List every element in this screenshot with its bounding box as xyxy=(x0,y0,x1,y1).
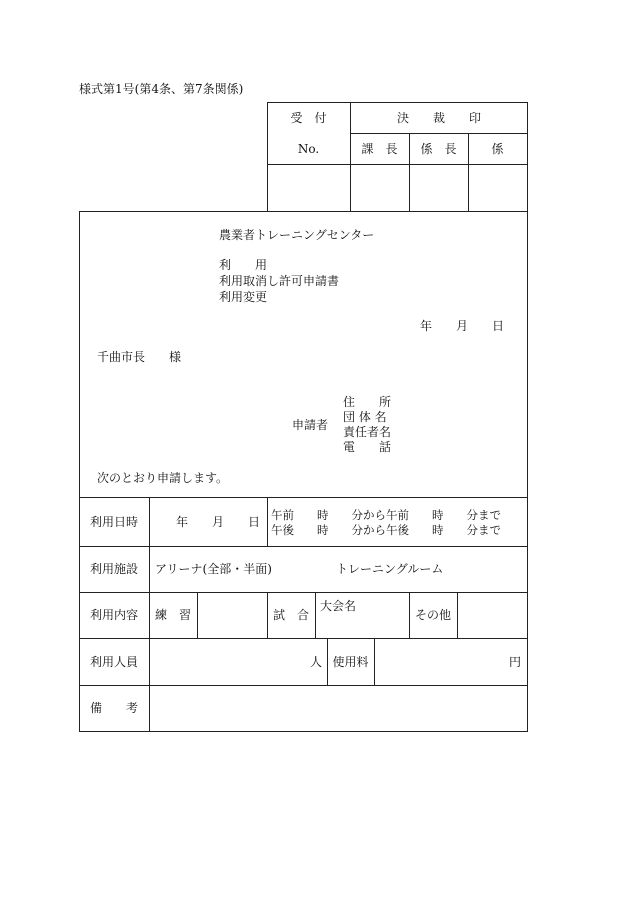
facility-training-room: トレーニングルーム xyxy=(336,562,444,576)
label-usage-datetime: 利用日時 xyxy=(89,515,138,529)
kacho-label: 課 長 xyxy=(361,142,398,156)
form-number: 様式第1号(第4条、第7条関係) xyxy=(79,82,244,96)
title-line-2: 利用取消し許可申請書 xyxy=(219,274,340,288)
usage-time-pm: 午後 時 分から午後 時 分まで xyxy=(271,523,501,537)
label-remarks: 備 考 xyxy=(89,701,138,715)
center-name: 農業者トレーニングセンター xyxy=(219,228,375,242)
label-usage-content: 利用内容 xyxy=(89,608,138,622)
applicant-group-label: 団 体 名 xyxy=(343,410,387,424)
title-line-3: 利用変更 xyxy=(219,290,268,304)
kakaricho-label: 係 長 xyxy=(420,142,457,156)
usage-time-am: 午前 時 分から午前 時 分まで xyxy=(271,508,501,522)
kakari-label: 係 xyxy=(491,142,504,156)
title-line-1: 利 用 xyxy=(219,258,268,272)
receipt-no-label: No. xyxy=(297,142,320,156)
addressee: 千曲市長 様 xyxy=(97,350,182,364)
fee-label: 使用料 xyxy=(332,655,369,669)
application-date: 年 月 日 xyxy=(420,319,505,333)
applicant-responsible-label: 責任者名 xyxy=(343,425,392,439)
label-usage-facility: 利用施設 xyxy=(89,562,138,576)
fee-unit: 円 xyxy=(509,655,522,669)
content-other: その他 xyxy=(414,608,451,622)
label-usage-people: 利用人員 xyxy=(89,655,138,669)
content-match: 試 合 xyxy=(272,608,309,622)
applicant-address-label: 住 所 xyxy=(343,395,392,409)
applicant-phone-label: 電 話 xyxy=(343,440,392,454)
content-practice: 練 習 xyxy=(154,608,191,622)
facility-arena: アリーナ(全部・半面) xyxy=(155,562,272,576)
content-tournament-name: 大会名 xyxy=(320,599,357,613)
applicant-label: 申請者 xyxy=(292,418,329,432)
intro-text: 次のとおり申請します。 xyxy=(97,471,229,485)
usage-date-ymd: 年 月 日 xyxy=(176,515,261,529)
people-unit: 人 xyxy=(310,655,323,669)
uketsuke-label: 受 付 xyxy=(290,111,327,125)
kessai-in-label: 決 裁 印 xyxy=(396,111,481,125)
